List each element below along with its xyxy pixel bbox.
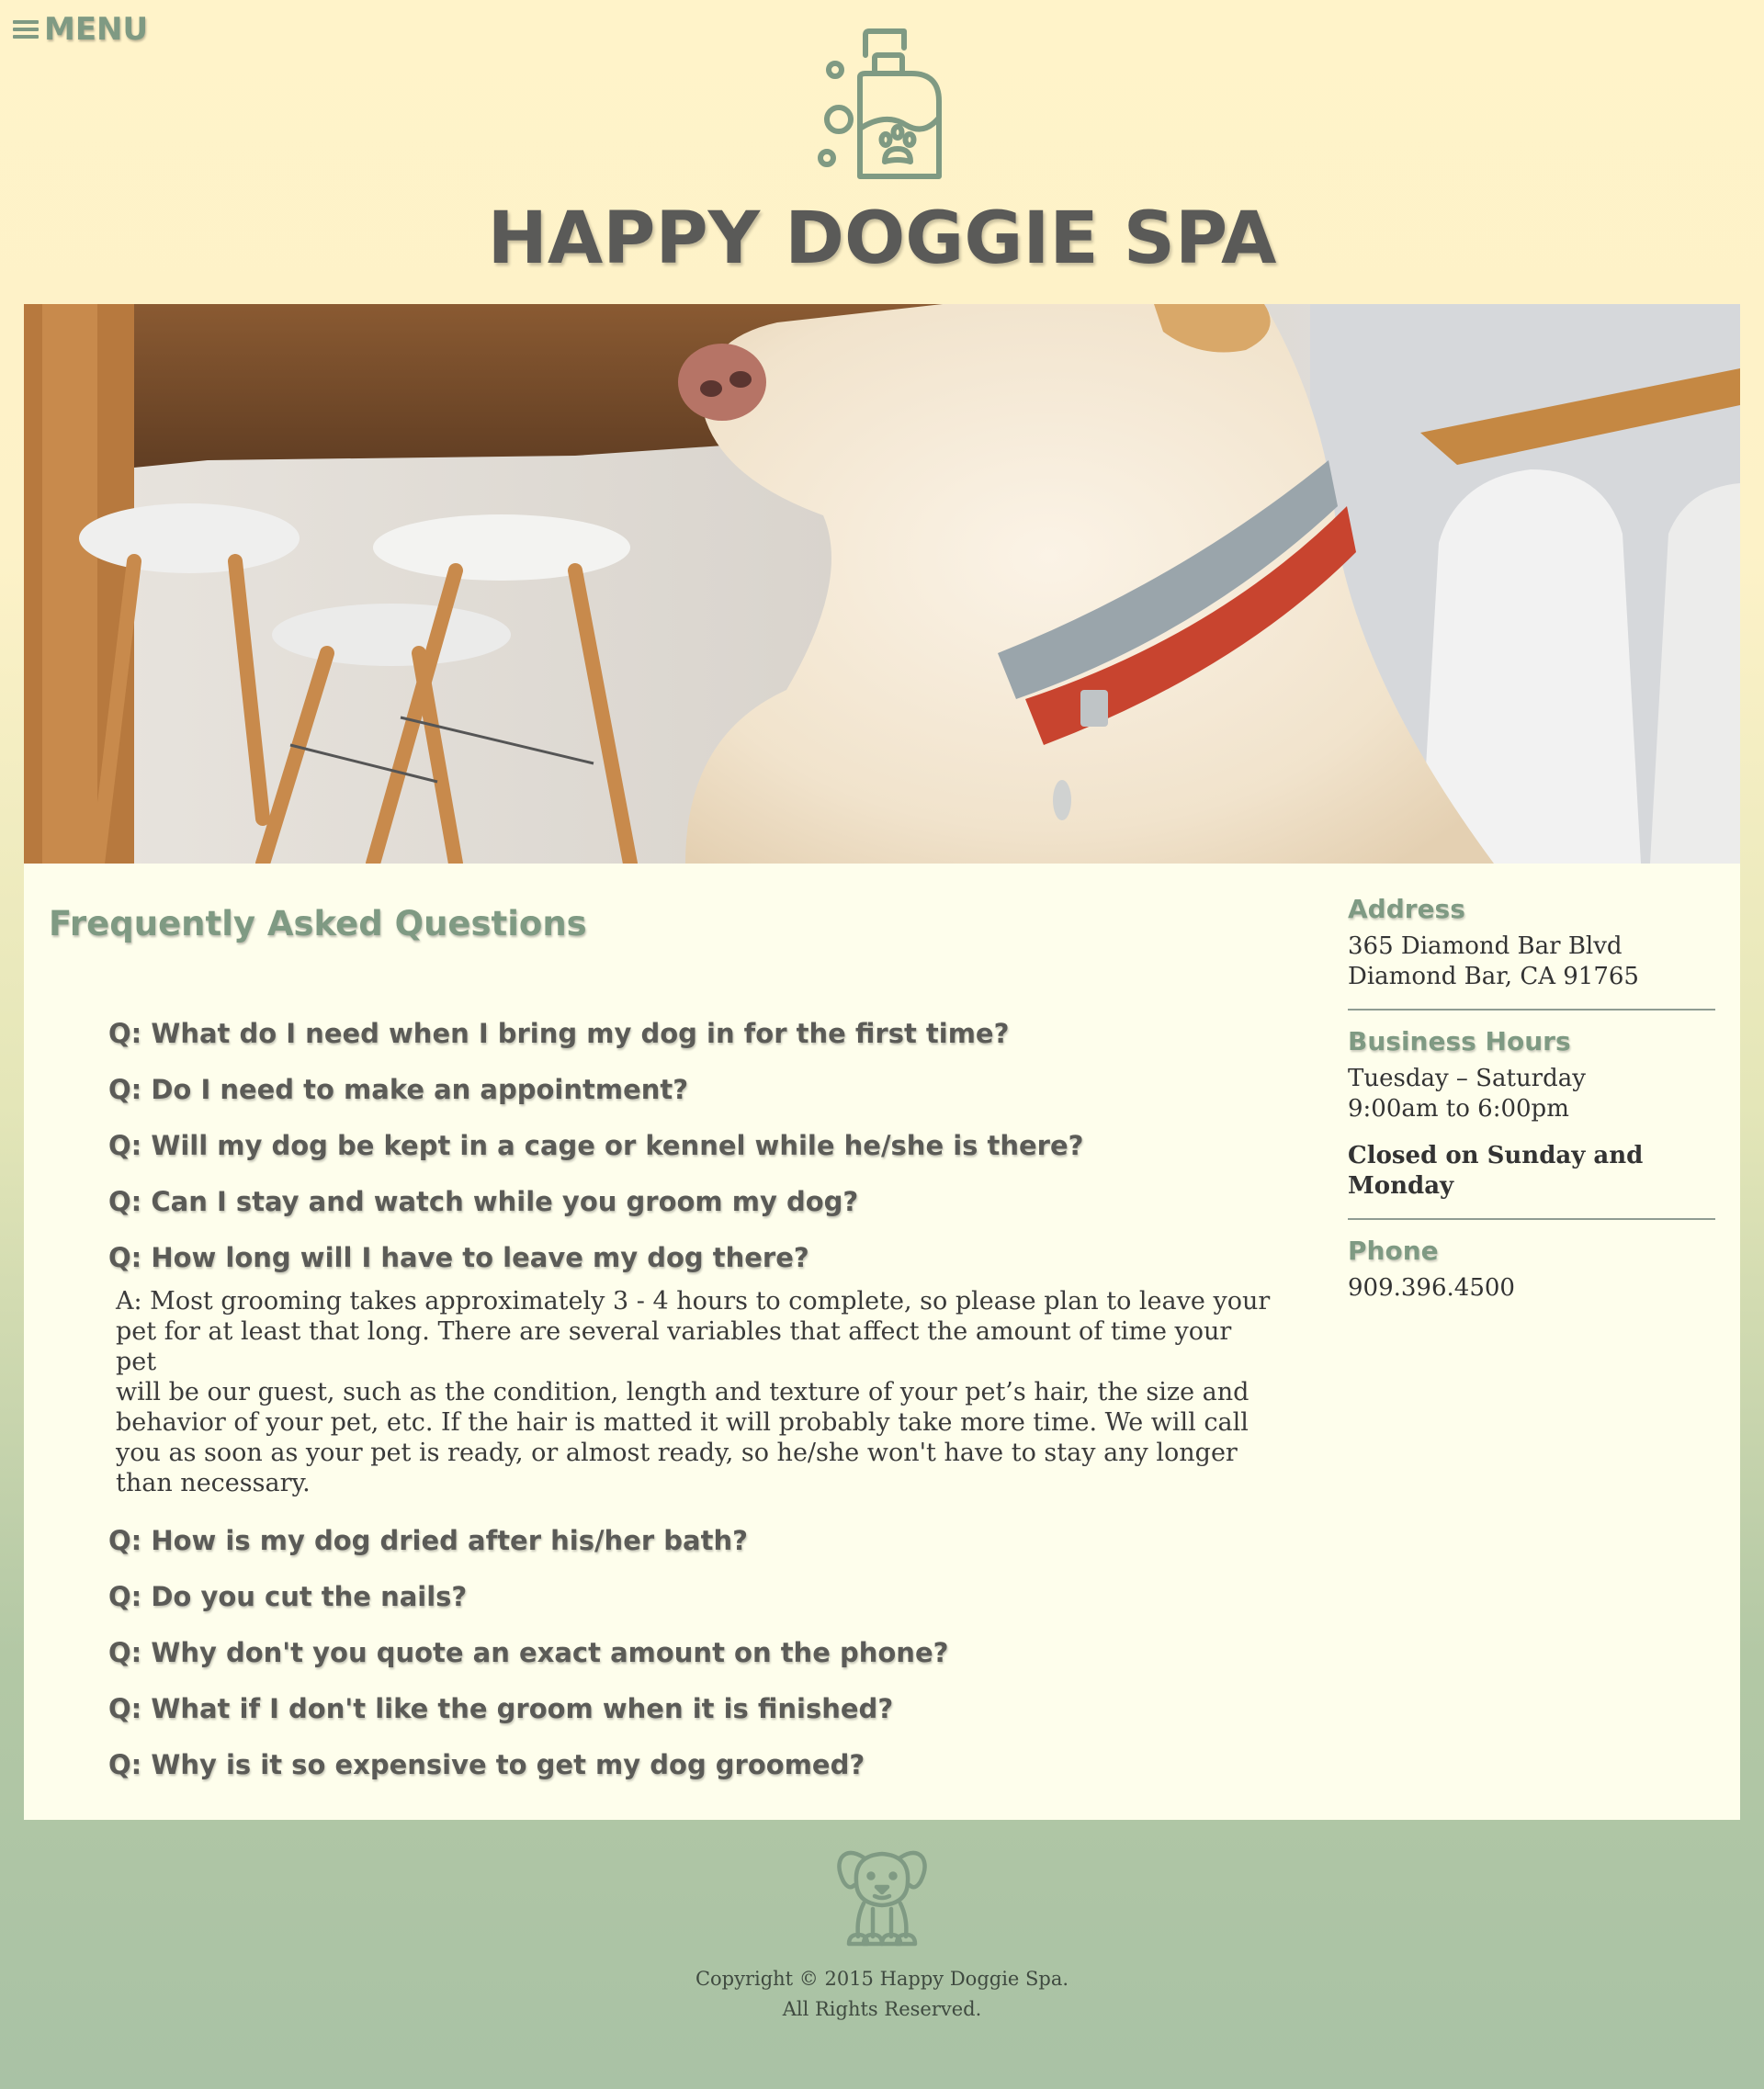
address-text [1348, 932, 1715, 992]
dog-photo [24, 304, 1740, 864]
address-heading: Address [1348, 894, 1465, 924]
phone-heading: Phone [1348, 1236, 1439, 1266]
faq-question-open[interactable]: Q: How long will I have to leave my dog there? [108, 1242, 809, 1273]
hours-heading: Business Hours [1348, 1026, 1571, 1056]
shampoo-bottle-logo-icon[interactable] [812, 26, 950, 186]
hours-text [1348, 1064, 1715, 1124]
phone-number[interactable]: 909.396.4500 [1348, 1274, 1515, 1302]
info-sidebar [1348, 891, 1715, 1304]
hero-image [24, 304, 1740, 864]
address-line-2: Diamond Bar, CA 91765 [1348, 963, 1639, 990]
puppy-icon [836, 1845, 928, 1956]
faq-question[interactable]: Q: Can I stay and watch while you groom my dog? [108, 1186, 859, 1217]
faq-question[interactable]: Q: What do I need when I bring my dog in for the first time? [108, 1018, 1010, 1049]
faq-question[interactable]: Q: Do I need to make an appointment? [108, 1074, 689, 1105]
copyright-line-1: Copyright © 2015 Happy Doggie Spa. [695, 1968, 1069, 1990]
faq-answer: A: Most grooming takes approximately 3 - 4 hours to complete, so please plan to leave your pet for at least that long. There are several variables that affect the amount of time your pet will be our guest, such as the condition, length and texture of your pet’s hair, the size and behavior of your pet, etc. If the hair is matted it will probably take more time. We will call you as soon as your pet is ready, or almost ready, so he/she won't have to stay any longer than necessary. [116, 1287, 1271, 1497]
closed-days: Closed on Sunday and Monday [1348, 1142, 1644, 1200]
faq-section [24, 864, 1740, 1820]
divider [1348, 1218, 1715, 1220]
menu-label: MENU [44, 11, 149, 48]
faq-list [108, 1006, 1284, 1793]
faq-question[interactable]: Q: What if I don't like the groom when it is finished? [108, 1693, 894, 1724]
menu-button[interactable] [13, 11, 148, 48]
faq-question[interactable]: Q: Why don't you quote an exact amount on the phone? [108, 1637, 949, 1668]
faq-question[interactable]: Q: Do you cut the nails? [108, 1581, 468, 1612]
hours-days: Tuesday – Saturday [1348, 1065, 1586, 1092]
address-line-1: 365 Diamond Bar Blvd [1348, 932, 1623, 960]
faq-question[interactable]: Q: Why is it so expensive to get my dog groomed? [108, 1749, 865, 1780]
faq-question[interactable]: Q: Will my dog be kept in a cage or kennel while he/she is there? [108, 1130, 1084, 1161]
divider [1348, 1009, 1715, 1011]
copyright [0, 1964, 1764, 2025]
faq-heading: Frequently Asked Questions [49, 904, 587, 943]
hours-time: 9:00am to 6:00pm [1348, 1095, 1569, 1123]
site-title: HAPPY DOGGIE SPA [487, 198, 1277, 280]
hamburger-icon [13, 18, 39, 40]
copyright-line-2: All Rights Reserved. [782, 1998, 982, 2020]
faq-question[interactable]: Q: How is my dog dried after his/her bath? [108, 1525, 748, 1556]
